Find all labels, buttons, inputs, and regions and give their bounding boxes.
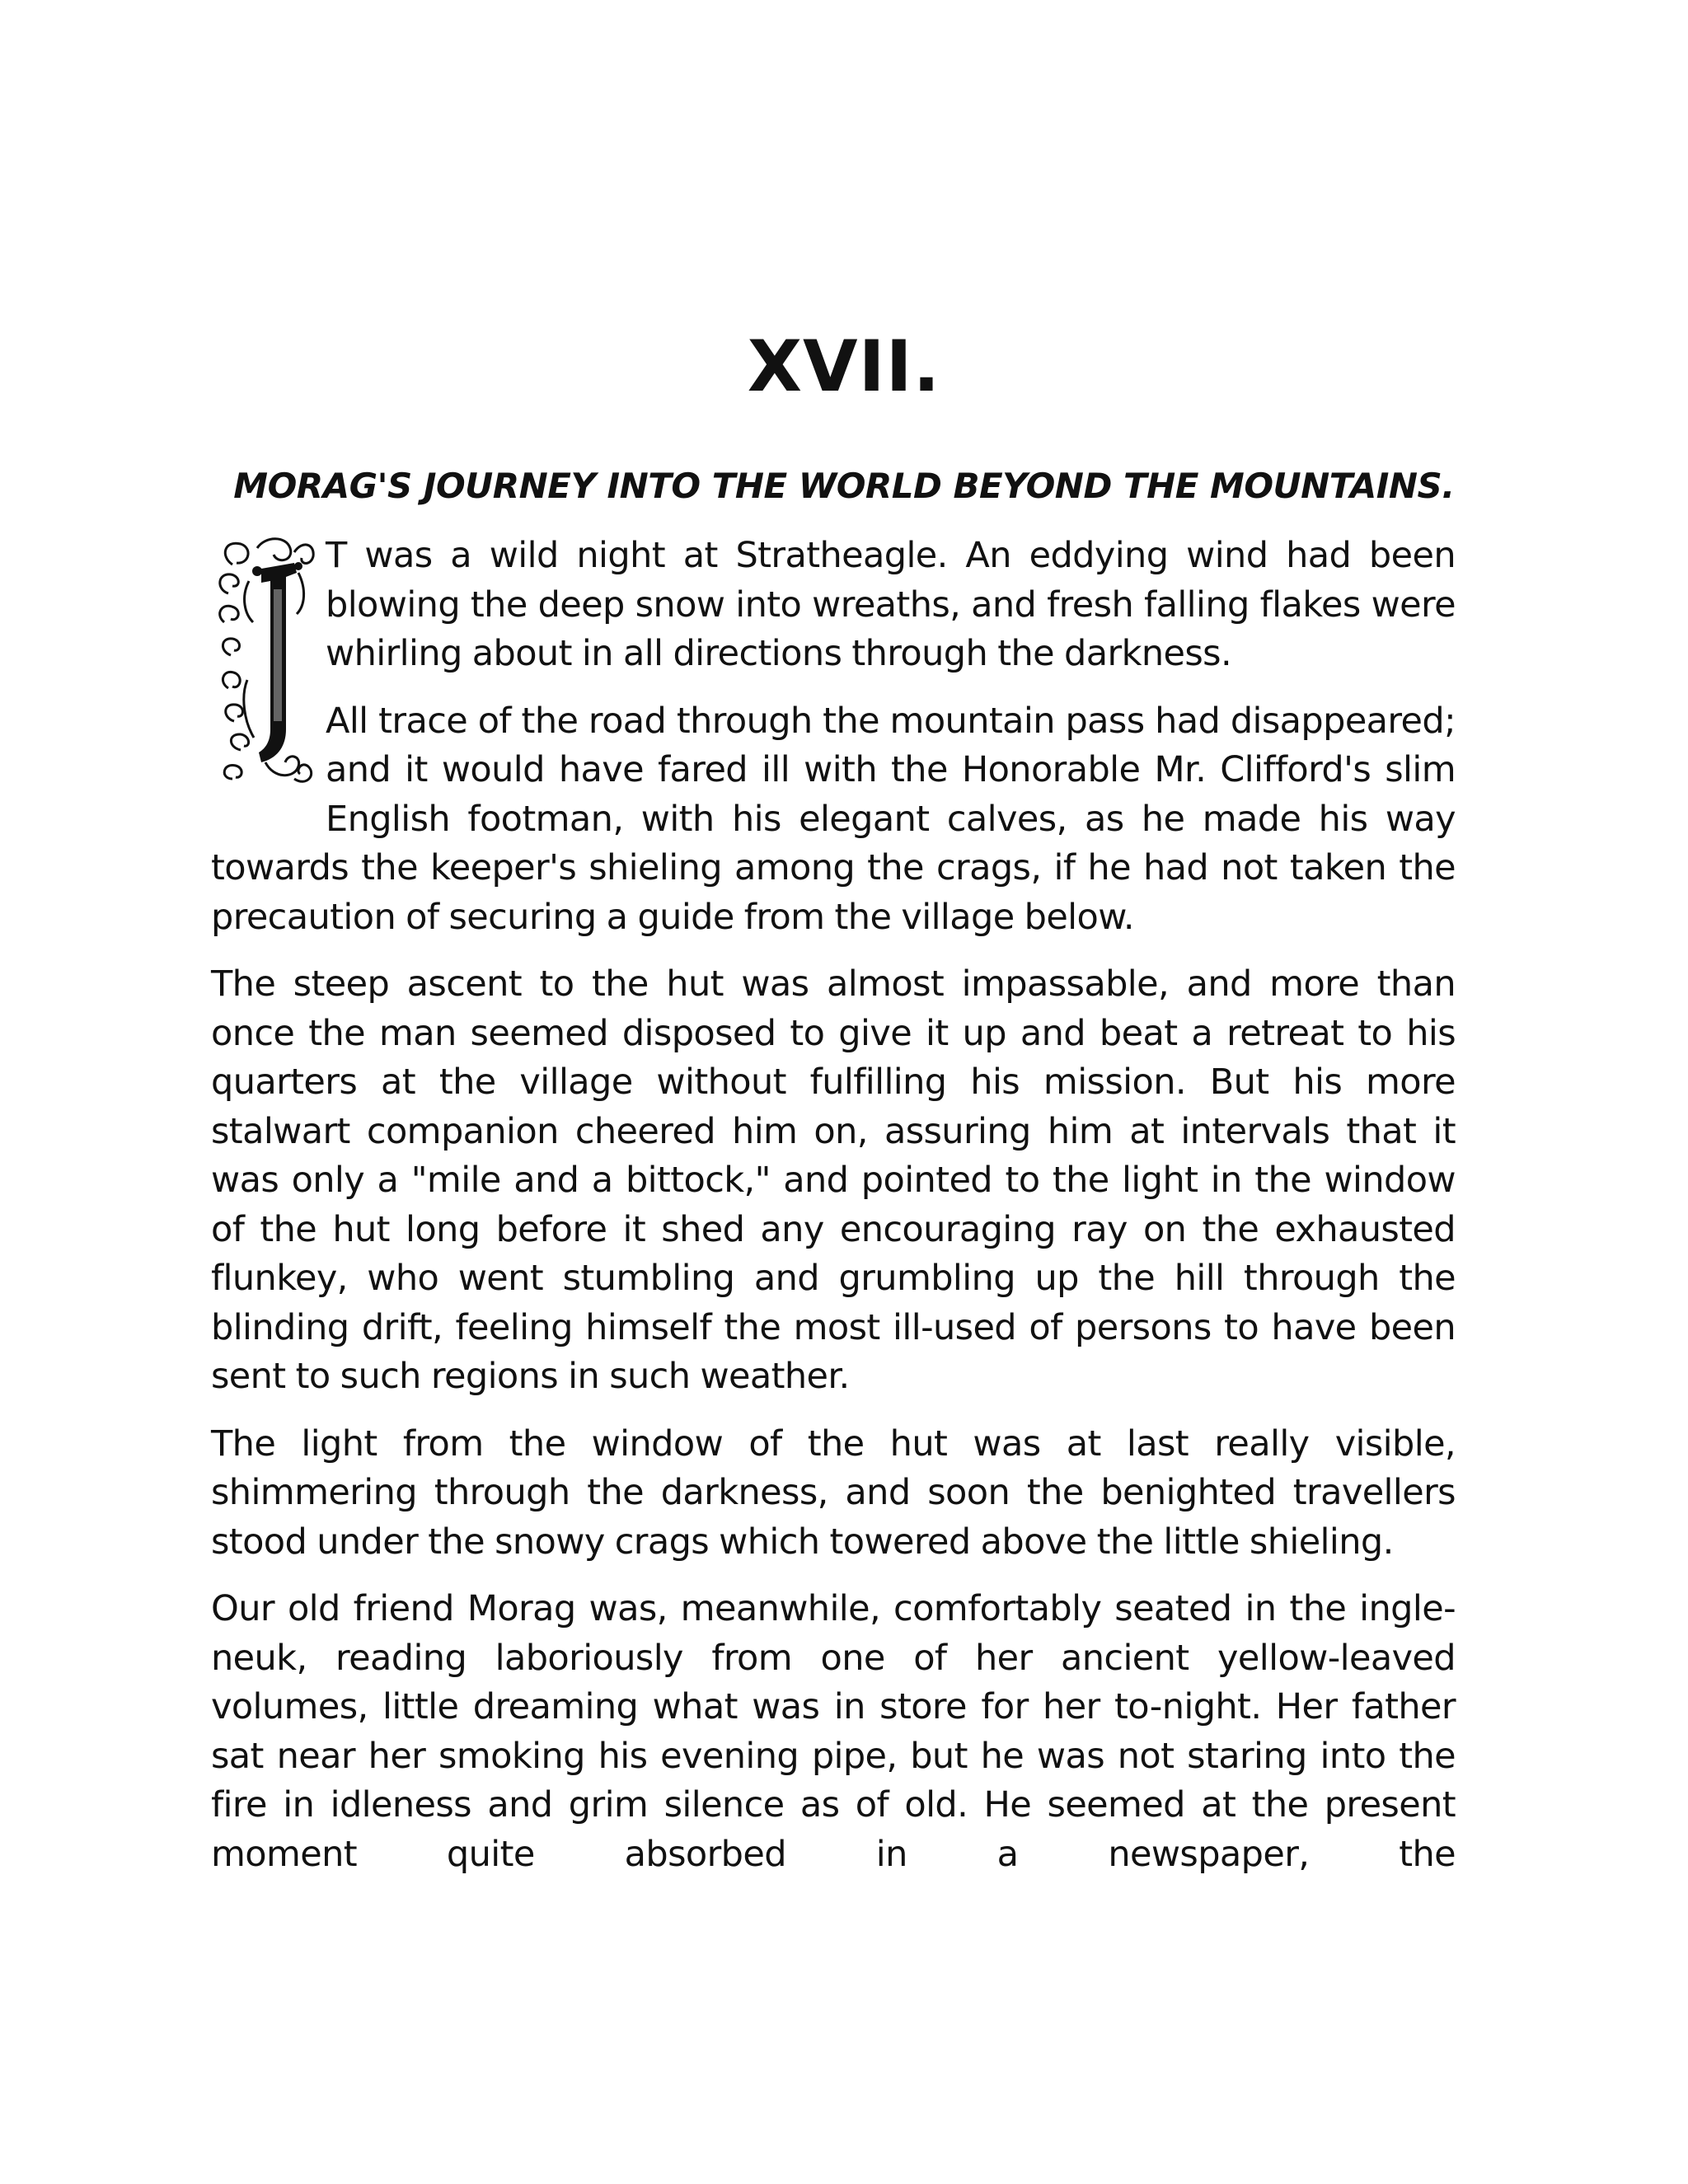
- ornamental-dropcap-icon: [216, 532, 319, 804]
- paragraph-2: All trace of the road through the mountain pass had disappeared; and it would have fared ill with the Honorable Mr. Clifford's slim English footman, with his elegant calves, as he made his way towards the keeper's shieling among the crags, if he had not taken the precaution of securing a guide from the village below.: [211, 700, 1456, 938]
- chapter-body: [211, 532, 1456, 1897]
- chapter-title: MORAG'S JOURNEY INTO THE WORLD BEYOND THE MOUNTAINS.: [233, 466, 1455, 506]
- paragraph-4: The light from the window of the hut was at last really visible, shimmering through the darkness, and soon the benighted travellers stood under the snowy crags which towered above the little shieling.: [211, 1422, 1456, 1563]
- chapter-number: XVII.: [747, 326, 941, 408]
- paragraph-3: The steep ascent to the hut was almost impassable, and more than once the man seemed disposed to give it up and beat a retreat to his quarters at the village without fulfilling his mission. But his more stalwart companion cheered him on, assuring him at intervals that it was only a "mile and a bittock," and pointed to the light in the window of the hut long before it shed any encouraging ray on the exhausted flunkey, who went stumbling and grumbling up the hill through the blinding drift, feeling himself the most ill-used of persons to have been sent to such regions in such weather.: [211, 963, 1456, 1397]
- paragraph-1: T was a wild night at Stratheagle. An eddying wind had been blowing the deep snow into wreaths, and fresh falling flakes were whirling about in all directions through the darkness.: [326, 535, 1456, 674]
- paragraph-5: Our old friend Morag was, meanwhile, comfortably seated in the ingle-neuk, reading laboriously from one of her ancient yellow-leaved volumes, little dreaming what was in store for her to-night. Her father sat near her smoking his evening pipe, but he was not staring into the fire in idleness and grim silence as of old. He seemed at the present moment quite absorbed in a newspaper, the: [211, 1588, 1456, 1875]
